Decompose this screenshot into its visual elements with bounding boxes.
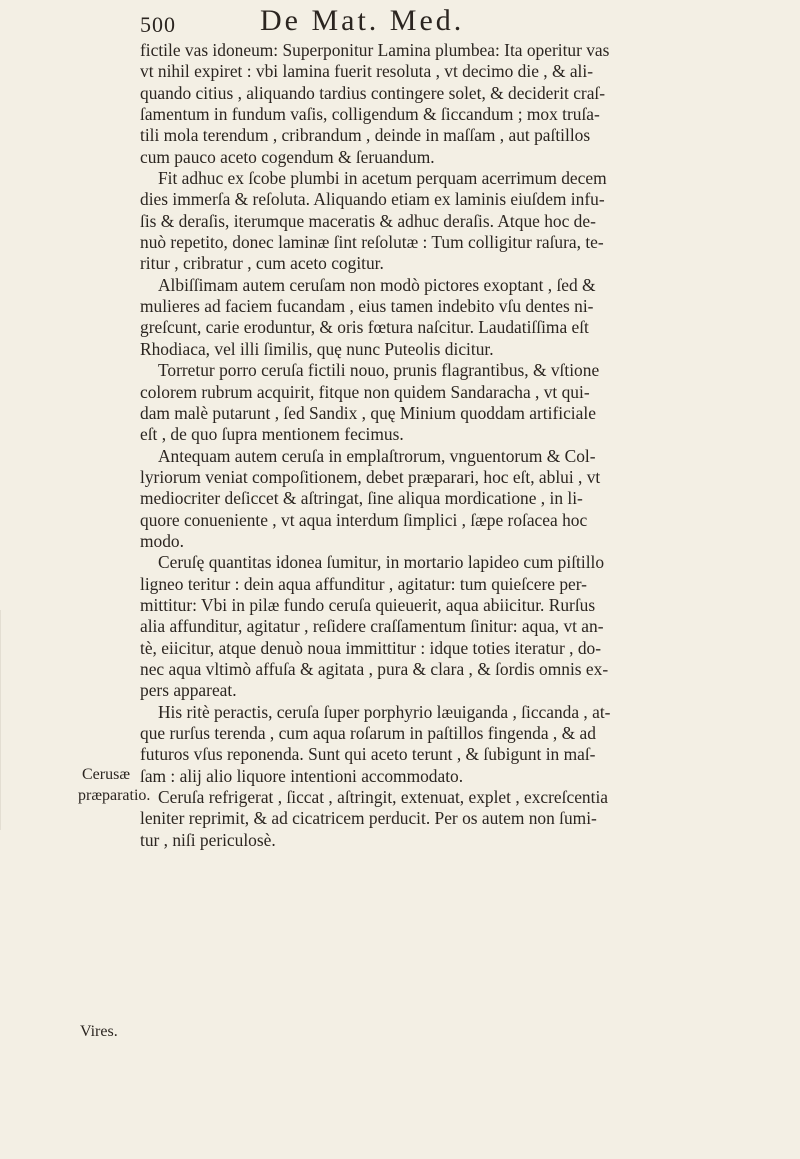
- text-line: pers appareat.: [140, 680, 237, 701]
- text-line: quando citius , aliquando tardius contingere solet, & deciderit craſ-: [140, 82, 606, 103]
- text-line: tè, eiicitur, atque denuò noua immittitur : idque toties iteratur , do-: [140, 637, 602, 658]
- text-line: Torretur porro ceruſa fictili nouo, prunis flagrantibus, & vſtione: [158, 360, 600, 381]
- text-line: His ritè peractis, ceruſa ſuper porphyrio læuiganda , ſiccanda , at-: [158, 701, 611, 722]
- text-line: cum pauco aceto cogendum & ſeruandum.: [140, 146, 435, 167]
- text-line: alia affunditur, agitatur , reſidere craſſamentum ſinitur: aqua, vt an-: [140, 616, 604, 637]
- text-line: mediocriter deſiccet & aſtringat, ſine aliqua mordicatione , in li-: [140, 488, 583, 509]
- text-line: quore conueniente , vt aqua interdum ſimplici , ſæpe roſacea hoc: [140, 509, 588, 530]
- text-line: ſam : alij alio liquore intentioni accommodato.: [140, 765, 464, 786]
- text-line: tur , niſi periculosè.: [140, 829, 276, 850]
- text-line: dies immerſa & reſoluta. Aliquando etiam ex laminis eiuſdem infu-: [140, 189, 605, 210]
- text-line: nec aqua vltimò affuſa & agitata , pura & clara , & ſordis omnis ex-: [140, 658, 609, 679]
- text-line: futuros vſus reponenda. Sunt qui aceto terunt , & ſubigunt in maſ-: [140, 744, 596, 765]
- text-line: ſamentum in fundum vaſis, colligendum & ſiccandum ; mox truſa-: [140, 104, 600, 125]
- text-line: Ceruſa refrigerat , ſiccat , aſtringit, extenuat, explet , excreſcentia: [158, 787, 608, 808]
- text-line: colorem rubrum acquirit, fitque non quidem Sandaracha , vt qui-: [140, 381, 590, 402]
- text-line: Fit adhuc ex ſcobe plumbi in acetum perquam acerrimum decem: [158, 168, 607, 189]
- margin-note-praeparatio: præparatio.: [78, 787, 151, 804]
- text-line: mittitur: Vbi in pilæ fundo ceruſa quieuerit, aqua abiicitur. Rurſus: [140, 594, 596, 615]
- text-line: ligneo teritur : dein aqua affunditur , agitatur: tum quieſcere per-: [140, 573, 587, 594]
- page-header: [120, 4, 720, 38]
- text-line: modo.: [140, 530, 184, 551]
- text-line: eſt , de quo ſupra mentionem fecimus.: [140, 424, 404, 445]
- running-title: De Mat. Med.: [260, 4, 465, 37]
- text-line: ritur , cribratur , cum aceto cogitur.: [140, 253, 384, 274]
- text-line: que rurſus terenda , cum aqua roſarum in paſtillos fingenda , & ad: [140, 723, 596, 743]
- text-line: Albiſſimam autem ceruſam non modò pictores exoptant , ſed &: [158, 274, 596, 295]
- text-line: leniter reprimit, & ad cicatricem perducit. Per os autem non ſumi-: [140, 808, 597, 829]
- text-line: Rhodiaca, vel illi ſimilis, quę nunc Puteolis dicitur.: [140, 338, 494, 359]
- text-line: tili mola terendum , cribrandum , deinde in maſſam , aut paſtillos: [140, 125, 591, 146]
- text-line: lyriorum veniat compoſitionem, debet præparari, hoc eſt, ablui , vt: [140, 466, 601, 487]
- text-line: dam malè putarunt , ſed Sandix , quę Minium quoddam artificiale: [140, 402, 596, 423]
- margin-note-cerussae: Cerusæ: [82, 766, 130, 783]
- text-line: Ceruſę quantitas idonea ſumitur, in mortario lapideo cum piſtillo: [158, 552, 605, 573]
- text-line: mulieres ad faciem fucandam , eius tamen indebito vſu dentes ni-: [140, 296, 594, 317]
- text-line: fictile vas idoneum: Superponitur Lamina plumbea: Ita operitur vas: [140, 40, 610, 60]
- text-line: nuò repetito, donec laminæ ſint reſolutæ : Tum colligitur raſura, te-: [140, 232, 604, 253]
- text-line: vt nihil expiret : vbi lamina fuerit resoluta , vt decimo die , & ali-: [140, 61, 594, 82]
- page-number: 500: [140, 12, 176, 37]
- text-line: greſcunt, carie eroduntur, & oris fœtura naſcitur. Laudatiſſima eſt: [140, 317, 589, 338]
- margin-note-vires: Vires.: [80, 1023, 118, 1040]
- body-text: [140, 40, 785, 851]
- page-edge: [0, 610, 11, 830]
- text-line: ſis & deraſis, iterumque maceratis & adhuc deraſis. Atque hoc de-: [140, 210, 596, 231]
- text-line: Antequam autem ceruſa in emplaſtrorum, vnguentorum & Col-: [158, 445, 596, 466]
